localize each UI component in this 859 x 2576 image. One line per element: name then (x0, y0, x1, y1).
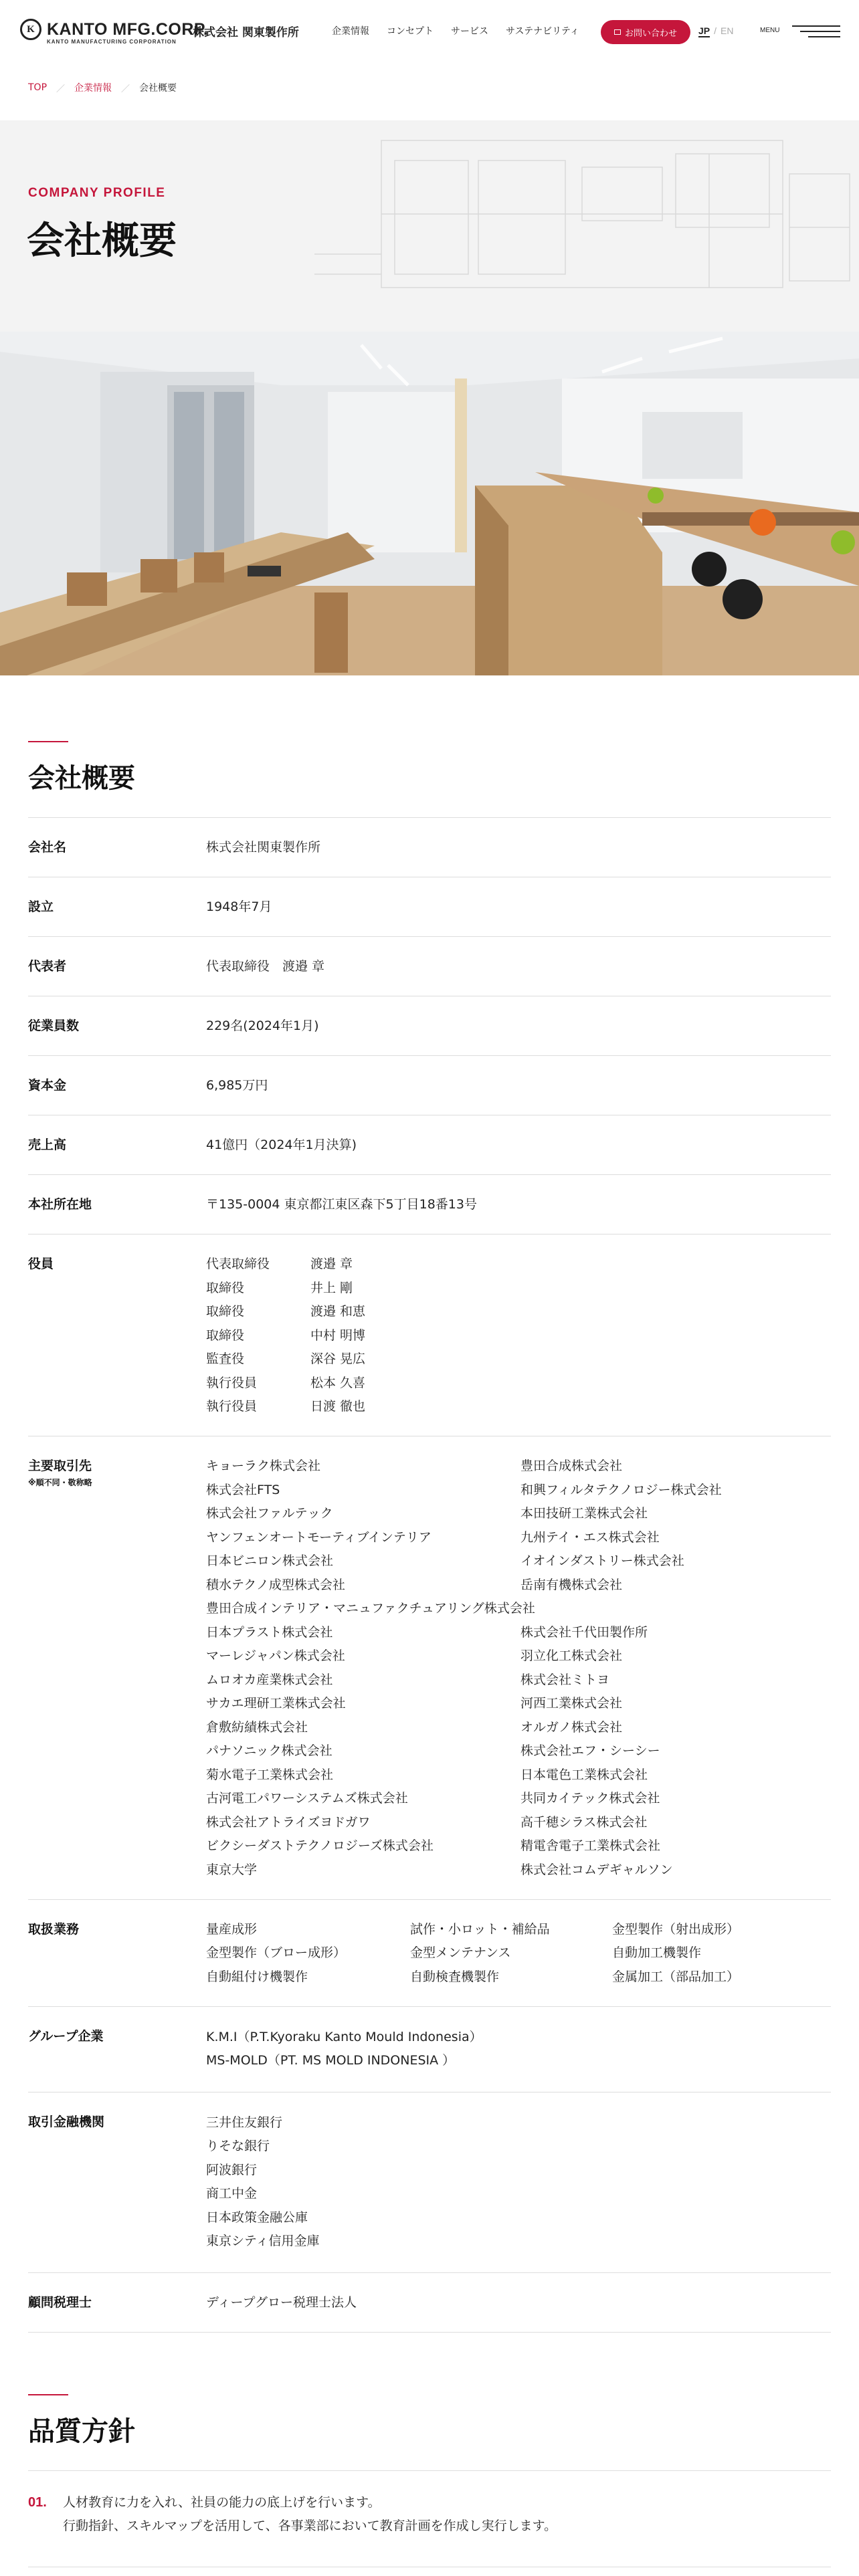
officer-name: 中村 明博 (310, 1327, 366, 1343)
hamburger-menu-icon[interactable] (792, 25, 840, 40)
client-name: 株式会社コムデギャルソン (520, 1862, 673, 1877)
row-label: 設立 (28, 899, 54, 914)
row-label: 主要取引先 (28, 1459, 92, 1473)
client-name: パナソニック株式会社 (206, 1743, 332, 1758)
nav-concept[interactable]: コンセプト (387, 26, 434, 37)
menu-label: MENU (760, 27, 780, 34)
officer-role: 監査役 (206, 1352, 245, 1366)
client-name: 日本電色工業株式会社 (520, 1767, 648, 1782)
logo-mark-icon: K (20, 19, 41, 40)
client-name: オルガノ株式会社 (520, 1719, 623, 1735)
officer-role: 取締役 (206, 1304, 245, 1319)
officer-name: 井上 剛 (310, 1280, 353, 1295)
business-item: 試作・小ロット・補給品 (410, 1921, 550, 1937)
row-label: 売上高 (28, 1138, 67, 1152)
client-name: 河西工業株式会社 (520, 1696, 623, 1711)
officer-role: 執行役員 (206, 1399, 258, 1414)
breadcrumb-top[interactable]: TOP (28, 82, 47, 93)
nav-service[interactable]: サービス (451, 26, 488, 37)
bank-name: 東京シティ信用金庫 (206, 2234, 320, 2248)
business-item: 金型製作（射出成形） (612, 1921, 740, 1937)
company-name-jp: 株式会社 関東製作所 (193, 26, 299, 39)
bank-name: 日本政策金融公庫 (206, 2210, 308, 2225)
quality-policy-list (28, 2470, 831, 2538)
business-item: 自動組付け機製作 (206, 1969, 308, 1984)
client-name: 株式会社ミトヨ (520, 1672, 610, 1687)
group-list (206, 2026, 831, 2073)
officer-name: 深谷 晃広 (310, 1352, 366, 1366)
row-capital (28, 1056, 831, 1115)
overview-title: 会社概要 (28, 763, 135, 794)
client-name: 豊田合成インテリア・マニュファクチュアリング株式会社 (206, 1601, 535, 1616)
row-headquarters (28, 1175, 831, 1235)
client-name: ビクシーダストテクノロジーズ株式会社 (206, 1838, 434, 1853)
officer-role: 代表取締役 (206, 1257, 270, 1271)
lang-en[interactable]: EN (721, 25, 734, 36)
global-nav (332, 24, 597, 37)
business-list (206, 1919, 831, 1988)
client-name: 日本プラスト株式会社 (206, 1624, 333, 1640)
breadcrumb-company[interactable]: 企業情報 (74, 83, 112, 94)
policy-number: 01. (28, 2495, 47, 2510)
row-label: 取扱業務 (28, 1921, 80, 1937)
officers-list (206, 1253, 831, 1417)
breadcrumb-separator-icon: ／ (56, 84, 66, 94)
row-clients (28, 1436, 831, 1900)
policy-detail: 行動指針、スキルマップを活用して、各事業部において教育計画を作成し実行します。 (63, 2518, 557, 2533)
client-name: 岳南有機株式会社 (520, 1577, 623, 1592)
row-business (28, 1900, 831, 2007)
client-name: 日本ビニロン株式会社 (206, 1553, 334, 1568)
client-name: イオインダストリー株式会社 (520, 1553, 684, 1568)
client-name: 株式会社エフ・シーシー (520, 1743, 660, 1758)
client-name: 東京大学 (206, 1862, 258, 1877)
client-name: 積水テクノ成型株式会社 (206, 1577, 345, 1592)
page-title: 会社概要 (27, 219, 177, 263)
hero-title-en: COMPANY PROFILE (28, 186, 166, 200)
client-name: 株式会社ファルテック (206, 1506, 333, 1521)
client-name: 株式会社FTS (206, 1482, 280, 1497)
page-hero (0, 120, 859, 332)
business-item: 量産成形 (206, 1921, 258, 1937)
client-name: 共同カイテック株式会社 (520, 1791, 660, 1806)
officer-role: 取締役 (206, 1280, 245, 1295)
clients-list (206, 1455, 831, 1881)
row-representative (28, 937, 831, 996)
officer-role: 取締役 (206, 1327, 245, 1343)
row-value: 代表取締役 渡邉 章 (206, 959, 325, 974)
row-officers (28, 1235, 831, 1436)
row-label: 取引金融機関 (28, 2114, 105, 2129)
row-sales (28, 1115, 831, 1175)
row-value: 229名(2024年1月) (206, 1018, 319, 1033)
client-name: ヤンフェンオートモーティブインテリア (206, 1529, 432, 1545)
bank-name: 三井住友銀行 (206, 2115, 283, 2130)
nav-sustainability[interactable]: サステナビリティ (506, 26, 579, 37)
language-switch (698, 25, 733, 36)
client-name: 精電舎電子工業株式会社 (520, 1838, 661, 1853)
row-label: 従業員数 (28, 1018, 80, 1033)
client-name: ムロオカ産業株式会社 (206, 1672, 333, 1687)
bank-list (206, 2111, 831, 2254)
client-name: 和興フィルタテクノロジー株式会社 (520, 1482, 722, 1497)
business-item: 金属加工（部品加工） (612, 1969, 740, 1984)
row-label: 会社名 (28, 840, 67, 855)
client-name: 豊田合成株式会社 (520, 1459, 623, 1473)
client-name: サカエ理研工業株式会社 (206, 1696, 346, 1711)
client-name: 株式会社千代田製作所 (520, 1624, 648, 1640)
row-tax-accountant (28, 2273, 831, 2333)
company-overview-table (28, 817, 831, 2333)
office-photo (0, 332, 859, 675)
row-company-name (28, 818, 831, 877)
business-item: 金型製作（ブロー成形） (206, 1945, 347, 1960)
site-logo[interactable] (20, 19, 209, 45)
section-accent-bar (28, 2394, 68, 2395)
client-name: 九州テイ・エス株式会社 (520, 1529, 660, 1545)
row-value: 1948年7月 (206, 899, 272, 914)
row-label: 本社所在地 (28, 1197, 92, 1212)
lang-jp[interactable]: JP (698, 25, 710, 36)
section-accent-bar (28, 741, 68, 742)
row-label: グループ企業 (28, 2028, 104, 2044)
client-name: 倉敷紡績株式会社 (206, 1719, 308, 1735)
row-label: 役員 (28, 1257, 54, 1271)
row-established (28, 877, 831, 937)
row-group-companies (28, 2007, 831, 2092)
client-name: キョーラク株式会社 (206, 1459, 321, 1473)
officer-name: 日渡 徹也 (310, 1399, 366, 1414)
breadcrumb-separator-icon: ／ (121, 84, 130, 94)
bank-name: りそな銀行 (206, 2139, 270, 2153)
clients-note: ※順不同・敬称略 (28, 1478, 92, 1487)
mail-icon (614, 29, 621, 35)
client-name: 羽立化工株式会社 (520, 1648, 623, 1663)
logo-wordmark: KANTO MFG.CORP. (47, 20, 209, 39)
row-label: 資本金 (28, 1078, 67, 1093)
row-value: 41億円（2024年1月決算) (206, 1138, 357, 1152)
row-value: 〒135-0004 東京都江東区森下5丁目18番13号 (206, 1197, 477, 1212)
row-value: 株式会社関東製作所 (206, 840, 321, 855)
client-name: 株式会社アトライズヨドガワ (206, 1814, 371, 1830)
row-value: ディープグロー税理士法人 (206, 2294, 357, 2310)
row-employees (28, 996, 831, 1056)
contact-button[interactable] (601, 20, 690, 44)
contact-label: お問い合わせ (624, 28, 677, 39)
officer-name: 松本 久喜 (310, 1375, 366, 1390)
row-label: 顧問税理士 (28, 2294, 92, 2310)
officer-name: 渡邉 章 (310, 1257, 353, 1271)
client-name: 菊水電子工業株式会社 (206, 1767, 334, 1782)
bank-name: 阿波銀行 (206, 2162, 258, 2177)
client-name: 高千穂シラス株式会社 (520, 1814, 648, 1830)
business-item: 自動検査機製作 (410, 1969, 500, 1984)
client-name: 古河電工パワーシステムズ株式会社 (206, 1791, 408, 1806)
policy-text: 人材教育に力を入れ、社員の能力の底上げを行います。 (63, 2495, 381, 2510)
nav-company-info[interactable]: 企業情報 (332, 26, 369, 37)
business-item: 金型メンテナンス (410, 1945, 511, 1960)
officer-role: 執行役員 (206, 1375, 258, 1390)
row-banks (28, 2092, 831, 2273)
quality-policy-title: 品質方針 (28, 2416, 135, 2447)
breadcrumb (28, 81, 177, 94)
business-item: 自動加工機製作 (612, 1945, 702, 1960)
group-company: MS-MOLD（PT. MS MOLD INDONESIA ） (206, 2053, 456, 2068)
site-header (0, 0, 859, 64)
logo-subtitle: KANTO MANUFACTURING CORPORATION (47, 39, 177, 45)
officer-name: 渡邉 和恵 (310, 1304, 366, 1319)
client-name: 本田技研工業株式会社 (520, 1506, 648, 1521)
bank-name: 商工中金 (206, 2186, 258, 2201)
lang-separator: / (714, 25, 717, 36)
row-value: 6,985万円 (206, 1078, 268, 1093)
row-label: 代表者 (28, 959, 67, 974)
breadcrumb-current: 会社概要 (139, 83, 177, 94)
client-name: マーレジャパン株式会社 (206, 1648, 345, 1663)
quality-policy-item (28, 2491, 831, 2538)
group-company: K.M.I（P.T.Kyoraku Kanto Mould Indonesia） (206, 2029, 482, 2044)
